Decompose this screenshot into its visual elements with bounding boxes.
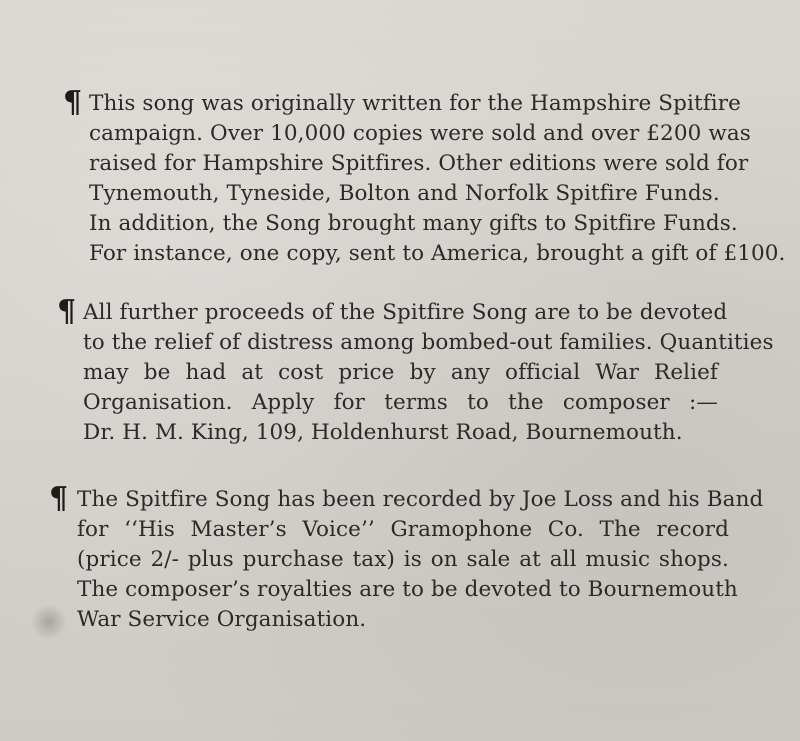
text-line: All further proceeds of the Spitfire Song are to be devoted xyxy=(83,300,728,325)
paragraph-mark-icon: ¶ xyxy=(49,481,69,516)
paragraph-mark-icon: ¶ xyxy=(57,294,77,329)
text-line: raised for Hampshire Spitfires. Other editions were sold for xyxy=(89,151,749,176)
text-line: The Spitfire Song has been recorded by Joe Loss and his Band xyxy=(77,487,764,512)
paragraph-mark-icon: ¶ xyxy=(63,85,83,120)
text-line: The composer’s royalties are to be devoted to Bournemouth xyxy=(77,577,738,602)
text-line: may be had at cost price by any official War Relief xyxy=(83,360,718,385)
paragraph-recording xyxy=(77,485,764,635)
text-line: for ‘‘His Master’s Voice’’ Gramophone Co. The record xyxy=(77,517,729,542)
text-line: Organisation. Apply for terms to the composer :— xyxy=(83,390,718,415)
text-line: This song was originally written for the Hampshire Spitfire xyxy=(89,91,741,116)
text-line: (price 2/- plus purchase tax) is on sale at all music shops. xyxy=(77,547,729,572)
text-line: campaign. Over 10,000 copies were sold and over £200 was xyxy=(89,121,751,146)
paragraph-further-proceeds xyxy=(83,298,774,448)
text-line: Tynemouth, Tyneside, Bolton and Norfolk Spitfire Funds. xyxy=(89,181,720,206)
ink-smudge xyxy=(30,605,68,639)
text-line: Dr. H. M. King, 109, Holdenhurst Road, Bournemouth. xyxy=(83,420,683,445)
text-line: to the relief of distress among bombed-out families. Quantities xyxy=(83,330,774,355)
paragraph-hampshire-campaign xyxy=(89,89,786,269)
text-line: War Service Organisation. xyxy=(77,607,367,632)
text-line: For instance, one copy, sent to America, brought a gift of £100. xyxy=(89,241,786,266)
text-line: In addition, the Song brought many gifts to Spitfire Funds. xyxy=(89,211,738,236)
